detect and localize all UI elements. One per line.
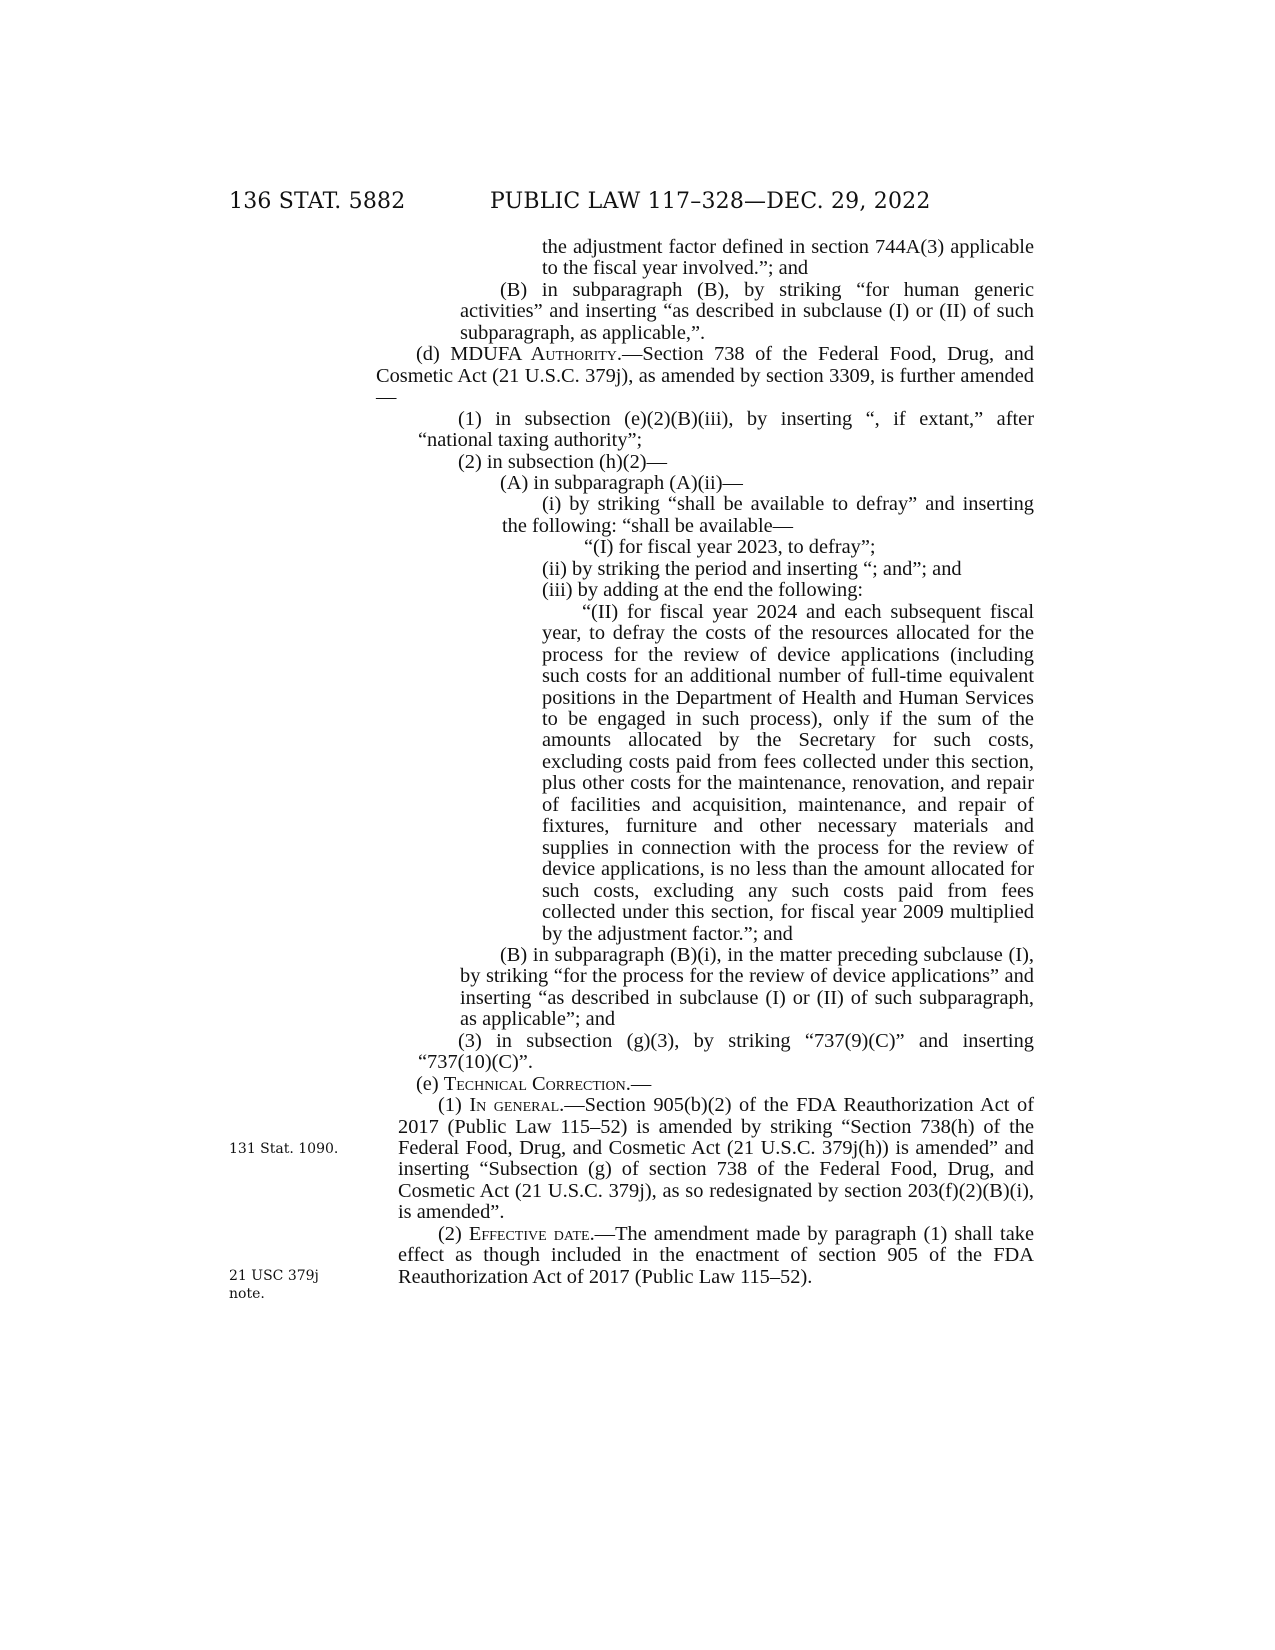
margin-note-stat-reference: 131 Stat. 1090. [229,1141,339,1157]
section-heading: MDUFA Authority [450,343,617,366]
paragraph-e-2-effective-date [376,1224,1034,1288]
paragraph-2-B: (B) in subparagraph (B)(i), in the matter preceding subclause (I), by striking “for the process for the review of device applications” and inserting “as described in subclause (I) or (II) of such subparagraph, as applicable”; and [460,943,1034,1031]
paragraph-text: .—The amendment made by paragraph (1) shall take effect as though included in the enactment of section 905 of the FDA Reauthorization Act of 2017 (Public Law 115–52). [398,1222,1034,1288]
paragraph-2-A-iii: (iii) by adding at the end the following: [542,579,864,602]
paragraph-1: (1) in subsection (e)(2)(B)(iii), by inserting “, if extant,” after “national taxing authority”; [418,407,1034,452]
paragraph-label: (1) [438,1094,470,1117]
paragraph-continuation: the adjustment factor defined in section 744A(3) applicable to the fiscal year involved.”; and [542,236,1034,280]
paragraph-text: .— [625,1072,652,1095]
paragraph-label: (d) [416,343,451,366]
paragraph-2-A: (A) in subparagraph (A)(ii)— [500,471,743,494]
margin-note-usc-line1: 21 USC 379j [229,1268,319,1284]
paragraph-d-mdufa-authority [376,344,1034,408]
paragraph-label: (2) [438,1222,469,1245]
section-heading: Effective date [468,1222,590,1245]
margin-note-usc-line2: note. [229,1286,265,1302]
paragraph-e-1-in-general [376,1095,1034,1224]
section-heading: In general [469,1094,560,1117]
paragraph-quoted-II: “(II) for fiscal year 2024 and each subsequent fiscal year, to defray the costs of the resources allocated for the process for the review of device applications (including such costs for an additional number of full-time equivalent positions in the Department of Health and Human Services to be engaged in such process), only if the sum of the amounts allocated by the Secretary for such costs, excluding costs paid from fees collected under this section, plus other costs for the maintenance, renovation, and repair of facilities and acquisition, maintenance, and repair of fixtures, furniture and other necessary materials and supplies in connection with the process for the review of device applications, is no less than the amount allocated for such costs, excluding any such costs paid from fees collected under this section, for fiscal year 2009 multiplied by the adjustment factor.”; and [542,600,1034,945]
paragraph-e-technical-correction [376,1074,1034,1095]
section-heading: Technical Correction [443,1072,626,1095]
paragraph-subparagraph-B: (B) in subparagraph (B), by striking “for human generic activities” and inserting “as described in subclause (I) or (II) of such subparagraph, as applicable,”. [460,278,1034,344]
paragraph-label: (e) [416,1072,444,1095]
page-stat-number: 136 STAT. 5882 [229,189,406,214]
paragraph-2: (2) in subsection (h)(2)— [458,450,667,473]
paragraph-2-A-i: (i) by striking “shall be available to defray” and inserting the following: “shall be available— [502,493,1034,537]
paragraph-text: .—Section 738 of the Federal Food, Drug, and Cosmetic Act (21 U.S.C. 379j), as amended by section 3309, is further amended— [376,343,1034,409]
page-running-title: PUBLIC LAW 117–328—DEC. 29, 2022 [490,189,931,214]
paragraph-quoted-I: “(I) for fiscal year 2023, to defray”; [584,536,876,559]
paragraph-3: (3) in subsection (g)(3), by striking “737(9)(C)” and inserting “737(10)(C)”. [418,1029,1034,1074]
paragraph-text: .—Section 905(b)(2) of the FDA Reauthorization Act of 2017 (Public Law 115–52) is amended by striking “Section 738(h) of the Federal Food, Drug, and Cosmetic Act (21 U.S.C. 379j(h)) is amended” and inserting “Subsection (g) of section 738 of the Federal Food, Drug, and Cosmetic Act (21 U.S.C. 379j), as so redesignated by section 203(f)(2)(B)(i), is amended”. [398,1094,1034,1224]
statute-body [376,237,1034,1288]
margin-note-usc-reference [229,1267,319,1303]
paragraph-2-A-ii: (ii) by striking the period and inserting “; and”; and [542,557,962,580]
